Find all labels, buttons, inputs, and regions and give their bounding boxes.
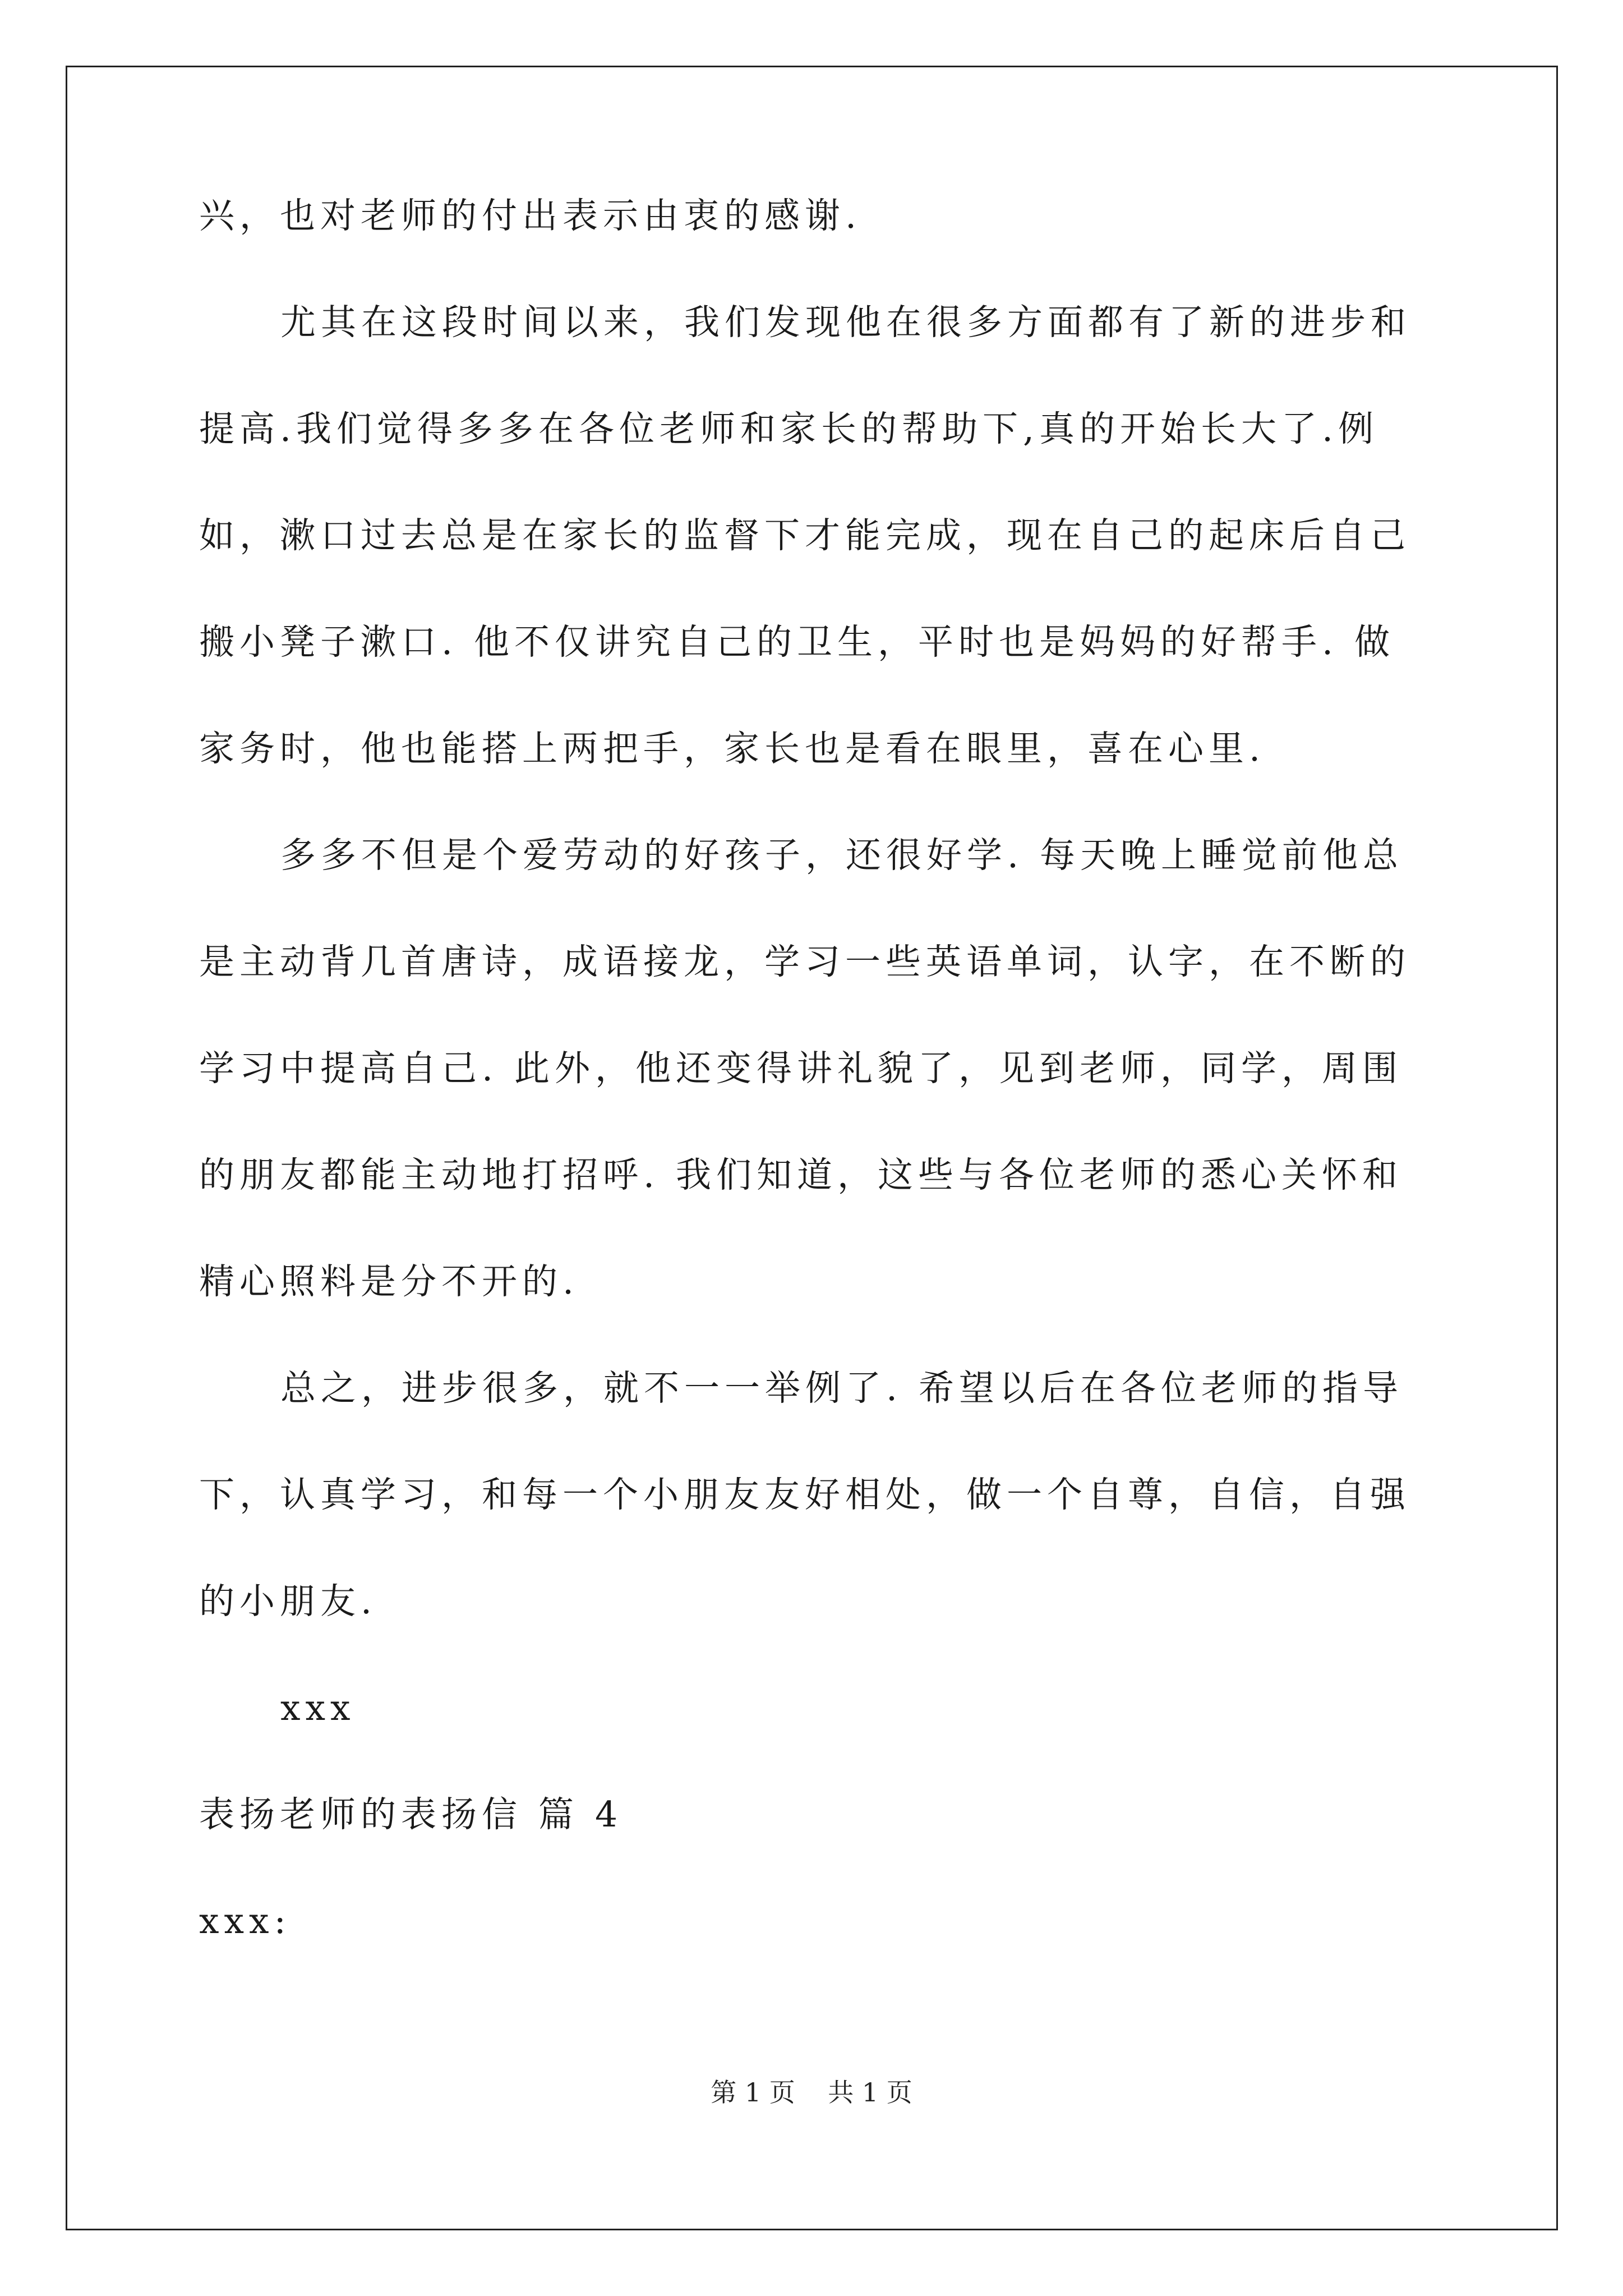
paragraph-line: 的小朋友. [199, 1581, 377, 1622]
paragraph-line: 的朋友都能主动地打招呼. 我们知道，这些与各位老师的悉心关怀和 [199, 1154, 1403, 1195]
section-heading: 表扬老师的表扬信 篇 4 [199, 1794, 623, 1835]
paragraph-line: 学习中提高自己. 此外，他还变得讲礼貌了，见到老师，同学，周围 [199, 1048, 1403, 1089]
paragraph-line: 是主动背几首唐诗，成语接龙，学习一些英语单词，认字，在不断的 [199, 941, 1410, 982]
paragraph-line: 提高.我们觉得多多在各位老师和家长的帮助下,真的开始长大了.例 [199, 408, 1379, 449]
paragraph-line: 搬小凳子漱口. 他不仅讲究自己的卫生，平时也是妈妈的好帮手. 做 [199, 622, 1395, 662]
paragraph-line: 下，认真学习，和每一个小朋友友好相处，做一个自尊，自信，自强 [199, 1474, 1410, 1515]
paragraph-line: 尤其在这段时间以来，我们发现他在很多方面都有了新的进步和 [280, 302, 1411, 343]
page-number: 第 1 页 共 1 页 [711, 2077, 912, 2108]
paragraph-line: 如，漱口过去总是在家长的监督下才能完成，现在自己的起床后自己 [199, 515, 1410, 556]
signature: xxx [280, 1687, 356, 1728]
paragraph-line: 多多不但是个爱劳动的好孩子，还很好学. 每天晚上睡觉前他总 [280, 835, 1404, 876]
paragraph-line: 精心照料是分不开的. [199, 1261, 579, 1302]
paragraph-line: 总之，进步很多，就不一一举例了. 希望以后在各位老师的指导 [280, 1368, 1404, 1409]
paragraph-line: 家务时，他也能搭上两把手，家长也是看在眼里，喜在心里. [199, 728, 1266, 769]
salutation: xxx: [199, 1901, 291, 1941]
paragraph-line: 兴，也对老师的付出表示由衷的感谢. [199, 195, 862, 236]
